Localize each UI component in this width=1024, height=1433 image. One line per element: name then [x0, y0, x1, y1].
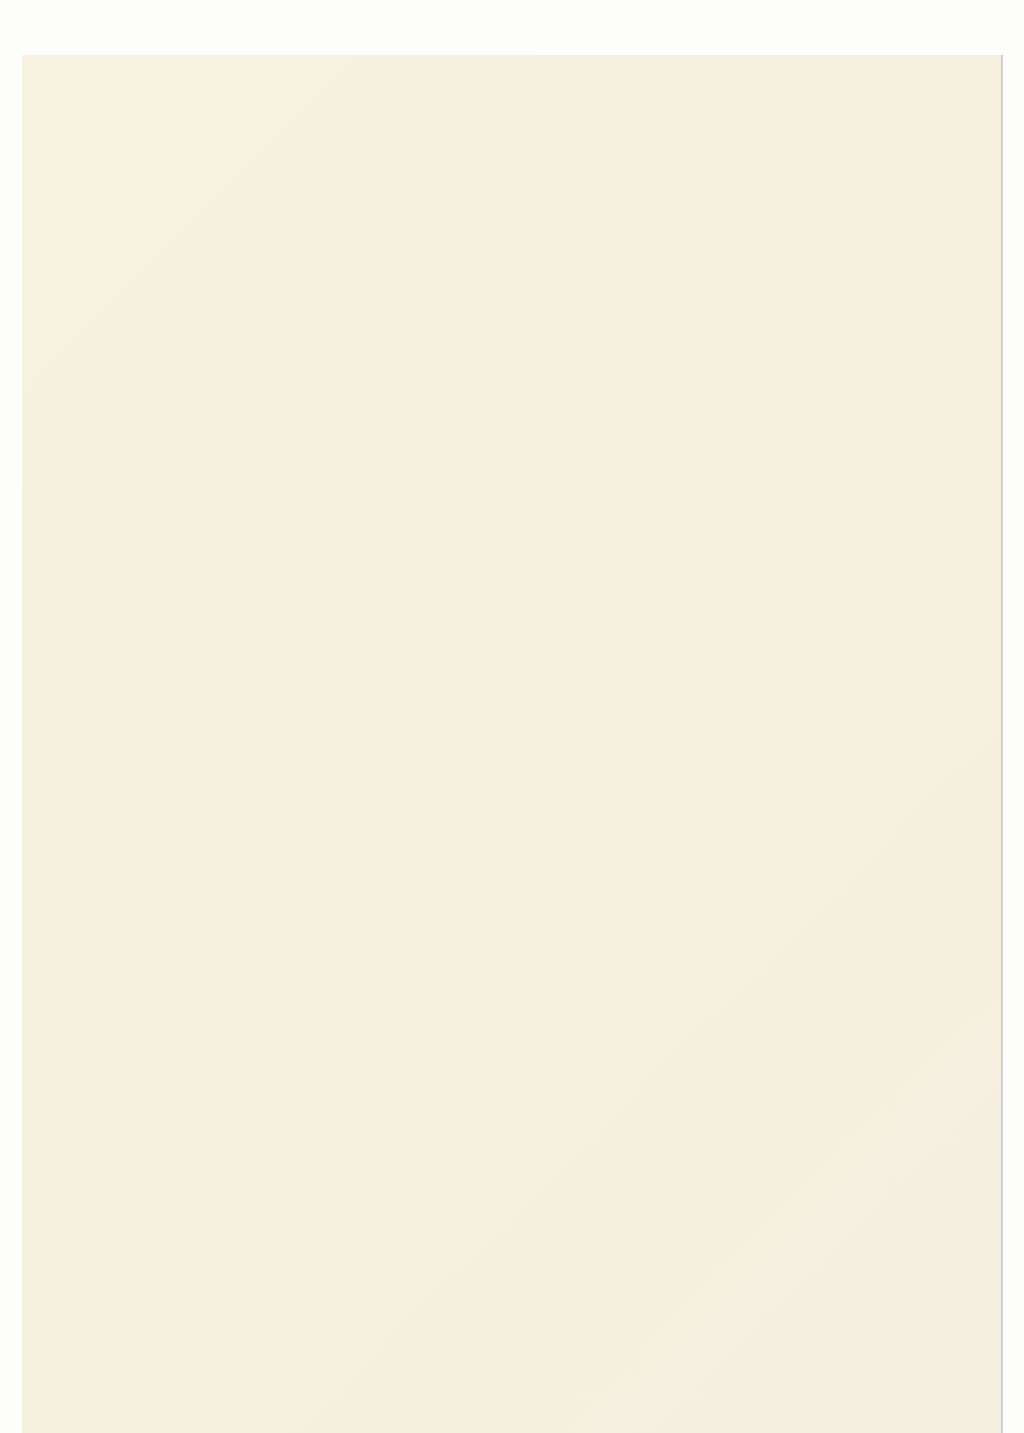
duplicate-copy-label	[416, 477, 456, 525]
official-red-seal	[595, 1065, 855, 1325]
prc-national-emblem-icon	[392, 136, 576, 328]
qr-code	[148, 1040, 330, 1222]
